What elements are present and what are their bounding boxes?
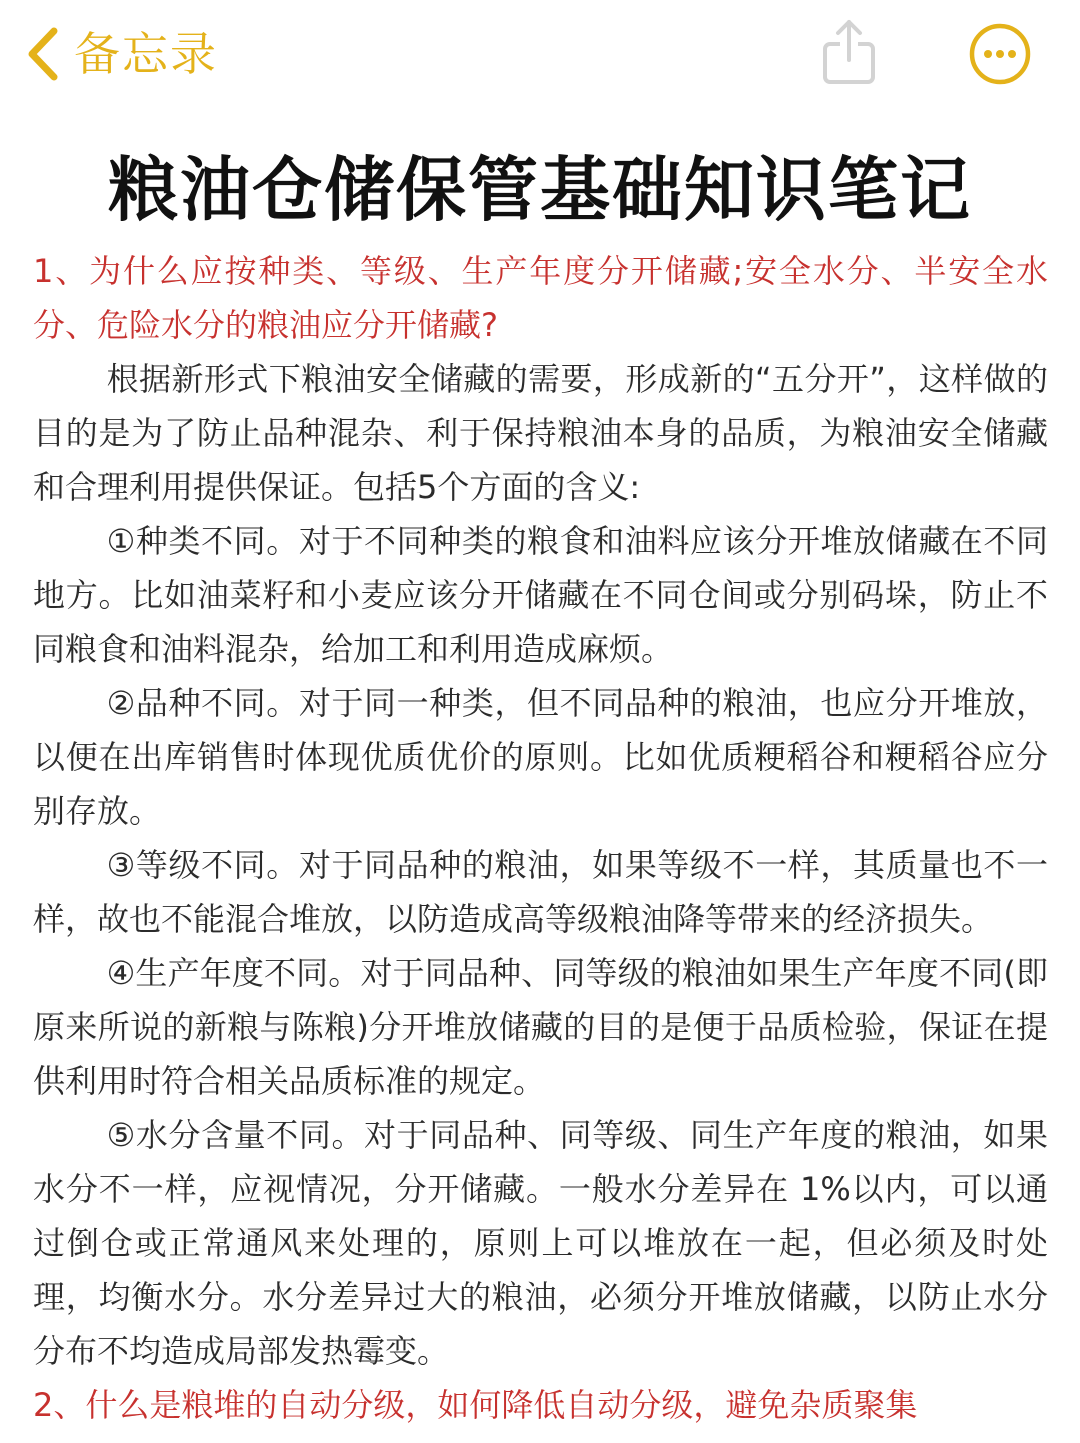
point-paragraph-4: ④生产年度不同。对于同品种、同等级的粮油如果生产年度不同(即原来所说的新粮与陈粮)分开堆放储藏的目的是便于品质检验，保证在提供利用时符合相关品质标准的规定。 <box>33 954 1048 1100</box>
chevron-left-icon <box>22 25 62 83</box>
point-paragraph-2: ②品种不同。对于同一种类，但不同品种的粮油，也应分开堆放，以便在出库销售时体现优质优价的原则。比如优质粳稻谷和粳稻谷应分别存放。 <box>33 684 1048 830</box>
note-title: 粮油仓储保管基础知识笔记 <box>108 149 972 231</box>
intro-paragraph: 根据新形式下粮油安全储藏的需要，形成新的“五分开”，这样做的目的是为了防止品种混杂、利于保持粮油本身的品质，为粮油安全储藏和合理利用提供保证。包括5个方面的含义: <box>33 360 1048 506</box>
point-paragraph-3: ③等级不同。对于同品种的粮油，如果等级不一样，其质量也不一样，故也不能混合堆放，以防造成高等级粮油降等带来的经济损失。 <box>33 846 1048 938</box>
point-paragraph-1: ①种类不同。对于不同种类的粮食和油料应该分开堆放储藏在不同地方。比如油菜籽和小麦应该分开储藏在不同仓间或分别码垛，防止不同粮食和油料混杂，给加工和利用造成麻烦。 <box>33 522 1048 668</box>
more-icon[interactable] <box>968 22 1032 86</box>
share-icon[interactable] <box>818 16 880 86</box>
point-paragraph-5: ⑤水分含量不同。对于同品种、同等级、同生产年度的粮油，如果水分不一样，应视情况，分开储藏。一般水分差异在 1%以内，可以通过倒仓或正常通风来处理的，原则上可以堆放在一起，但必须及时处理，均衡水分。水分差异过大的粮油，必须分开堆放储藏，以防止水分分布不均造成局部发热霉变。 <box>33 1116 1048 1370</box>
navigation-bar <box>0 0 1080 110</box>
note-body[interactable] <box>33 244 1048 1432</box>
back-label: 备忘录 <box>74 27 218 81</box>
question-heading-1: 1、为什么应按种类、等级、生产年度分开储藏;安全水分、半安全水分、危险水分的粮油应分开储藏? <box>33 252 1048 344</box>
question-heading-2: 2、什么是粮堆的自动分级，如何降低自动分级，避免杂质聚集 <box>33 1386 918 1424</box>
back-button[interactable] <box>22 22 218 86</box>
